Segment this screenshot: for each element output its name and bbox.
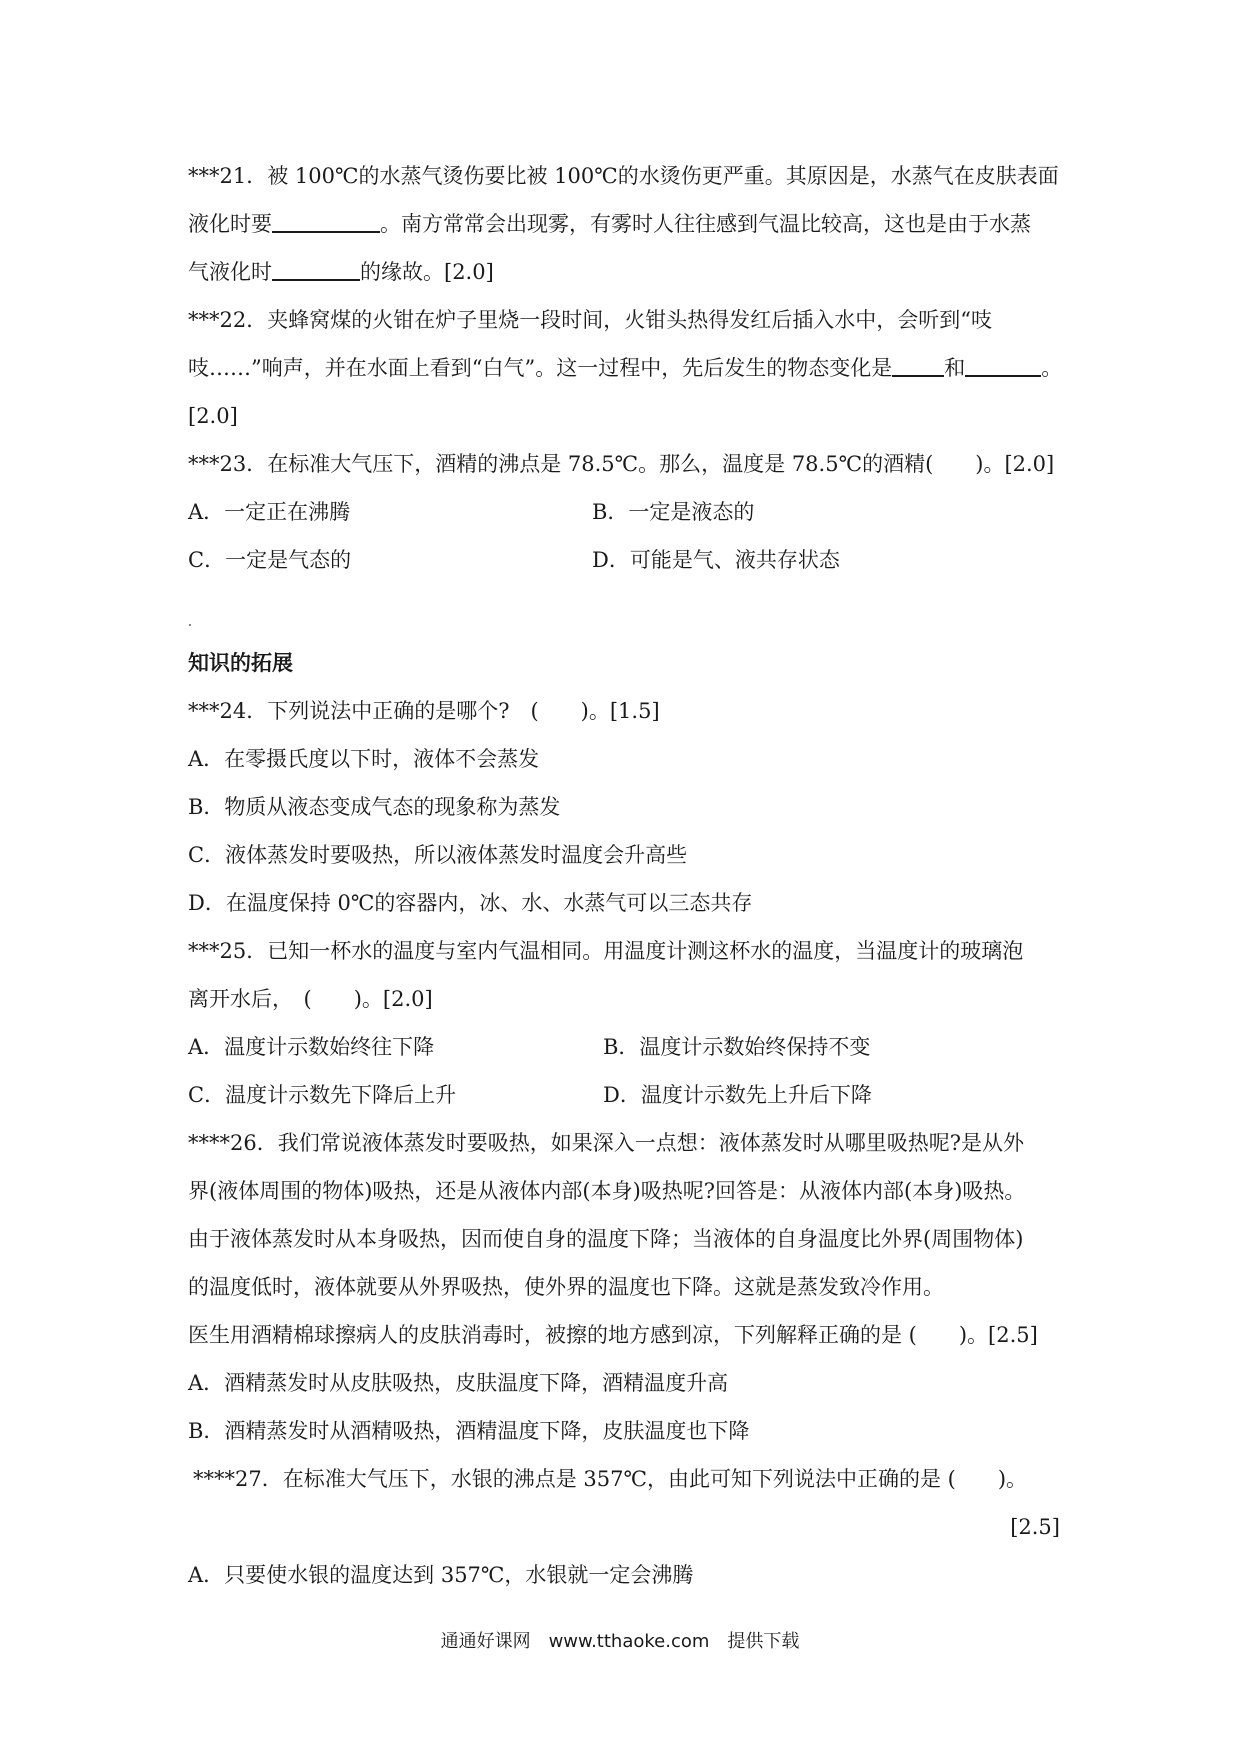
q21-line-2 [188, 209, 1060, 239]
q24-option-c[interactable]: C．液体蒸发时要吸热，所以液体蒸发时温度会升高些 [188, 843, 688, 867]
q26-line-5: 医生用酒精棉球擦病人的皮肤消毒时，被擦的地方感到凉，下列解释正确的是 ( )。[2.5] [188, 1323, 1038, 1347]
q21-text: 。南方常常会出现雾，有雾时人往往感到气温比较高，这也是由于水蒸 [380, 212, 1031, 236]
q23-options-row-2 [188, 545, 1060, 575]
q25-line-2: 离开水后， ( )。[2.0] [188, 987, 433, 1011]
q21-text: 气液化时 [188, 260, 272, 284]
q25-option-d[interactable]: D．温度计示数先上升后下降 [603, 1083, 872, 1107]
q25-line-1: ***25．已知一杯水的温度与室内气温相同。用温度计测这杯水的温度，当温度计的玻璃泡 [188, 939, 1024, 963]
q26-option-a[interactable]: A．酒精蒸发时从皮肤吸热，皮肤温度下降，酒精温度升高 [188, 1371, 729, 1395]
q25-options-row-2 [188, 1080, 1060, 1110]
q21-answer-blank-1[interactable] [272, 209, 380, 233]
q25-options-row-1 [188, 1032, 1060, 1062]
section-title: 知识的拓展 [188, 650, 293, 675]
q21-answer-blank-2[interactable] [272, 257, 360, 281]
q24-stem: ***24．下列说法中正确的是哪个? ( )。[1.5] [188, 699, 660, 723]
q27-stem: ****27．在标准大气压下，水银的沸点是 357℃，由此可知下列说法中正确的是 ( )。 [193, 1467, 1028, 1491]
q22-text: 。 [1041, 356, 1063, 380]
q23-option-d[interactable]: D．可能是气、液共存状态 [592, 548, 840, 572]
q22-line-2 [188, 353, 1063, 383]
q22-line-3: [2.0] [188, 404, 238, 428]
q22-text: 和 [944, 356, 966, 380]
q21-text: 液化时要 [188, 212, 272, 236]
q25-option-a[interactable]: A．温度计示数始终往下降 [188, 1035, 435, 1059]
q26-line-3: 由于液体蒸发时从本身吸热，因而使自身的温度下降；当液体的自身温度比外界(周围物体) [188, 1227, 1024, 1251]
q26-line-4: 的温度低时，液体就要从外界吸热，使外界的温度也下降。这就是蒸发致冷作用。 [188, 1275, 944, 1299]
q26-line-1: ****26．我们常说液体蒸发时要吸热，如果深入一点想：液体蒸发时从哪里吸热呢?是从外 [188, 1131, 1024, 1155]
q22-line-1: ***22．夹蜂窝煤的火钳在炉子里烧一段时间，火钳头热得发红后插入水中，会听到“吱 [188, 308, 992, 332]
q27-option-a[interactable]: A．只要使水银的温度达到 357℃，水银就一定会沸腾 [188, 1563, 694, 1587]
q23-options-row-1 [188, 497, 1060, 527]
page-footer: 通通好课网 www.tthaoke.com 提供下载 [440, 1631, 800, 1652]
q26-option-b[interactable]: B．酒精蒸发时从酒精吸热，酒精温度下降，皮肤温度也下降 [188, 1419, 750, 1443]
q24-option-b[interactable]: B．物质从液态变成气态的现象称为蒸发 [188, 795, 561, 819]
q22-text: 吱……”响声，并在水面上看到“白气”。这一过程中，先后发生的物态变化是 [188, 356, 893, 380]
q21-text: 的缘故。[2.0] [360, 260, 494, 284]
q24-option-a[interactable]: A．在零摄氏度以下时，液体不会蒸发 [188, 747, 540, 771]
q21-line-1: ***21．被 100℃的水蒸气烫伤要比被 100℃的水烫伤更严重。其原因是，水蒸气在皮肤表面 [188, 164, 1059, 188]
q23-option-b[interactable]: B．一定是液态的 [592, 500, 755, 524]
q22-answer-blank-2[interactable] [965, 353, 1041, 377]
stray-mark [189, 624, 191, 626]
q23-option-c[interactable]: C．一定是气态的 [188, 548, 352, 572]
q21-line-3 [188, 257, 1060, 287]
q23-option-a[interactable]: A．一定正在沸腾 [188, 500, 351, 524]
q24-option-d[interactable]: D．在温度保持 0℃的容器内，冰、水、水蒸气可以三态共存 [188, 891, 753, 915]
q27-score: [2.5] [1010, 1515, 1060, 1539]
q25-option-b[interactable]: B．温度计示数始终保持不变 [603, 1035, 871, 1059]
q23-stem: ***23．在标准大气压下，酒精的沸点是 78.5℃。那么，温度是 78.5℃的酒精( )。[2.0] [188, 452, 1055, 476]
q22-answer-blank-1[interactable] [892, 353, 944, 377]
q25-option-c[interactable]: C．温度计示数先下降后上升 [188, 1083, 457, 1107]
q26-line-2: 界(液体周围的物体)吸热，还是从液体内部(本身)吸热呢?回答是：从液体内部(本身)吸热。 [188, 1179, 1026, 1203]
